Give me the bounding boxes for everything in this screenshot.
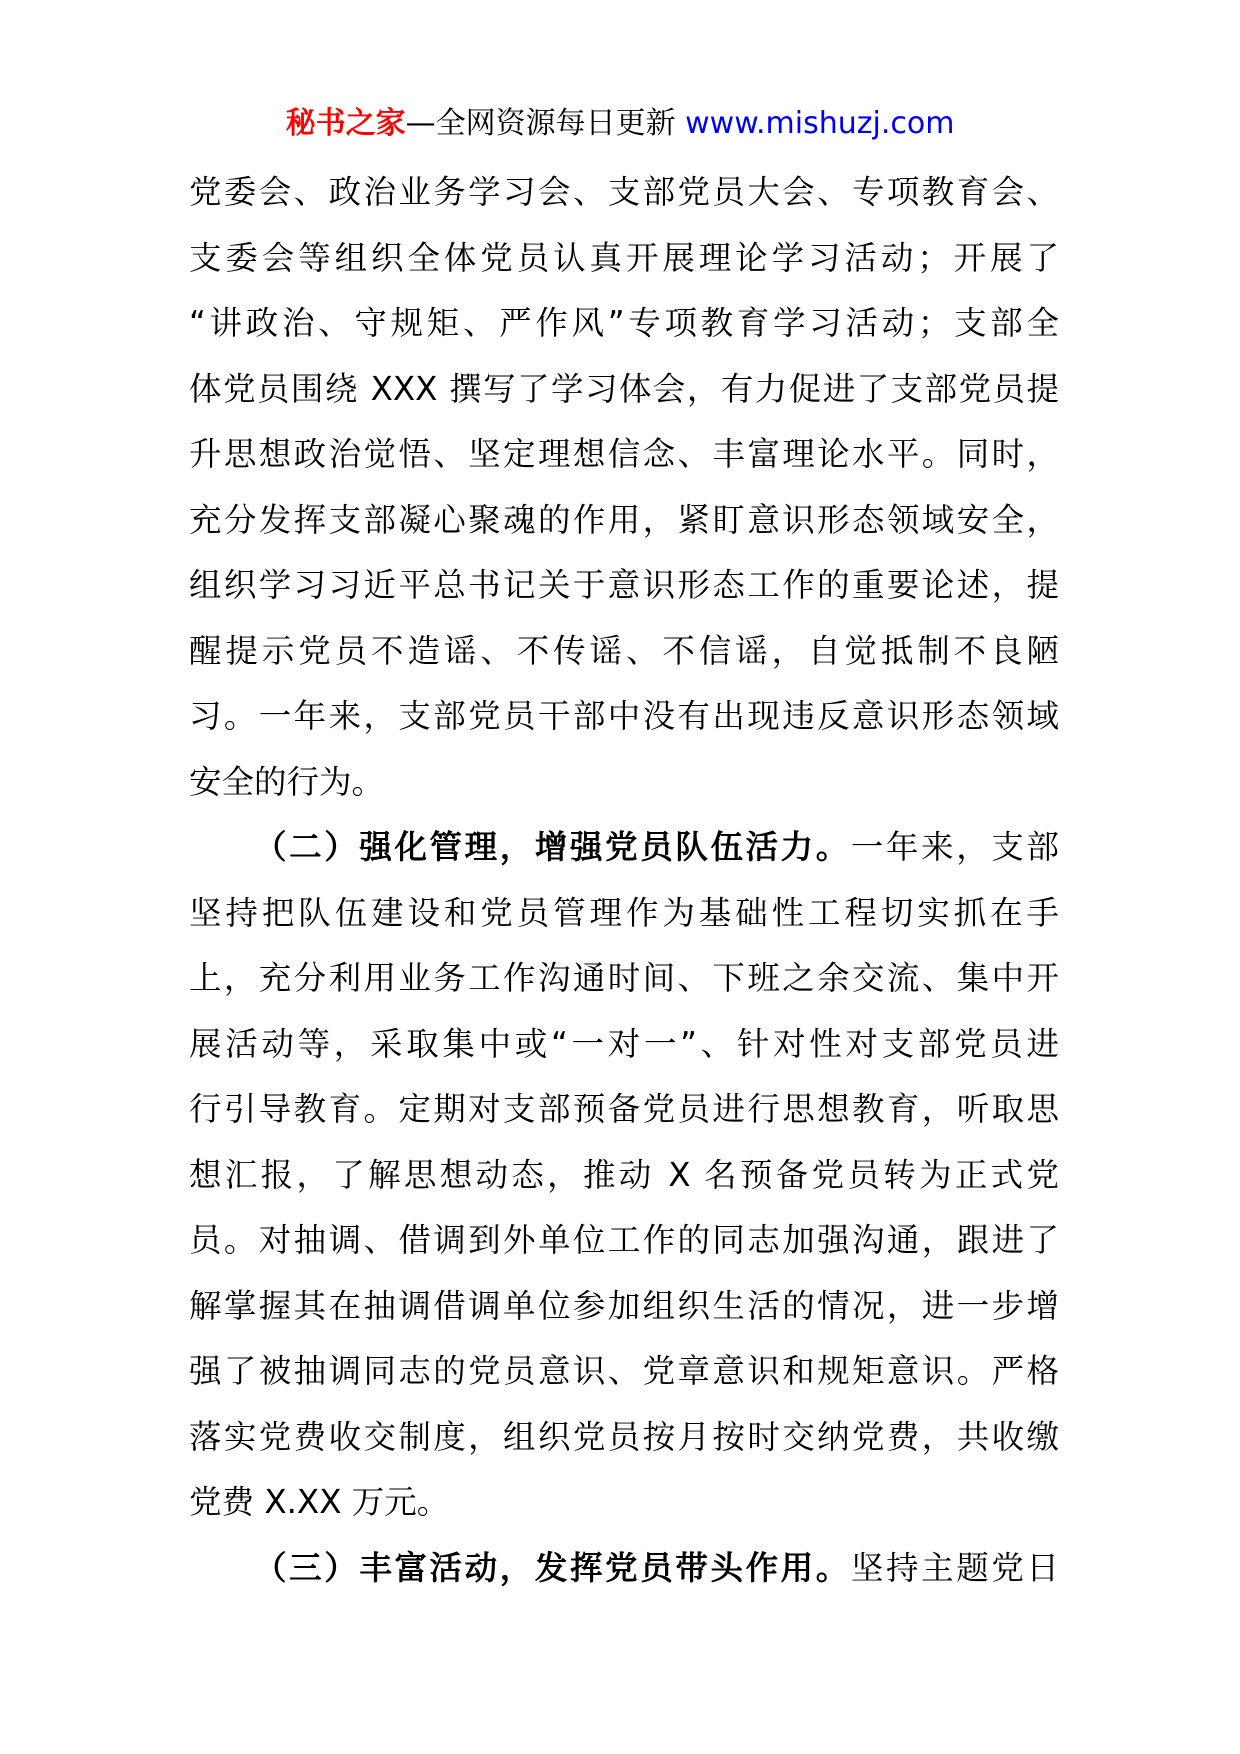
text-line: “讲政治、守规矩、严作风”专项教育学习活动；支部全 <box>189 304 1059 342</box>
text-line: 习。一年来，支部党员干部中没有出现违反意识形态领域 <box>189 697 1059 735</box>
text-line: 坚持把队伍建设和党员管理作为基础性工程切实抓在手 <box>189 893 1059 932</box>
text-line: 安全的行为。 <box>189 762 385 801</box>
text-line: 支委会等组织全体党员认真开展理论学习活动；开展了 <box>189 238 1059 277</box>
section-text: 一年来，支部 <box>850 828 1059 866</box>
site-url-link[interactable]: www.mishuzj.com <box>685 106 955 141</box>
text-line: 党委会、政治业务学习会、支部党员大会、专项教育会、 <box>189 173 1059 211</box>
text-line: 体党员围绕 XXX 撰写了学习体会，有力促进了支部党员提 <box>189 369 1059 408</box>
document-body <box>189 160 1059 1601</box>
text-line: 展活动等，采取集中或“一对一”、针对性对支部党员进 <box>189 1024 1059 1063</box>
text-line: 想汇报，了解思想动态，推动 X 名预备党员转为正式党 <box>189 1155 1059 1194</box>
section-heading: （二）强化管理，增强党员队伍活力。 <box>254 828 851 866</box>
section-heading: （三）丰富活动，发挥党员带头作用。 <box>254 1548 851 1587</box>
section-text: 坚持主题党日 <box>850 1548 1059 1587</box>
site-header <box>0 100 1240 148</box>
text-line: 员。对抽调、借调到外单位工作的同志加强沟通，跟进了 <box>189 1221 1059 1259</box>
text-line: 上，充分利用业务工作沟通时间、下班之余交流、集中开 <box>189 959 1059 997</box>
section-heading-line <box>189 1536 1059 1602</box>
site-brand: 秘书之家 <box>285 106 406 141</box>
site-tagline: —全网资源每日更新 <box>405 106 676 141</box>
text-line: 解掌握其在抽调借调单位参加组织生活的情况，进一步增 <box>189 1286 1059 1325</box>
text-line: 行引导教育。定期对支部预备党员进行思想教育，听取思 <box>189 1090 1059 1128</box>
text-line: 落实党费收交制度，组织党员按月按时交纳党费，共收缴 <box>189 1417 1059 1456</box>
text-line: 升思想政治觉悟、坚定理想信念、丰富理论水平。同时， <box>189 435 1059 473</box>
text-line: 醒提示党员不造谣、不传谣、不信谣，自觉抵制不良陋 <box>189 631 1059 670</box>
text-line: 充分发挥支部凝心聚魂的作用，紧盯意识形态领域安全， <box>189 500 1059 539</box>
text-line: 组织学习习近平总书记关于意识形态工作的重要论述，提 <box>189 566 1059 604</box>
text-line: 党费 X.XX 万元。 <box>189 1483 450 1521</box>
text-line: 强了被抽调同志的党员意识、党章意识和规矩意识。严格 <box>189 1352 1059 1390</box>
section-heading-line <box>189 815 1059 881</box>
